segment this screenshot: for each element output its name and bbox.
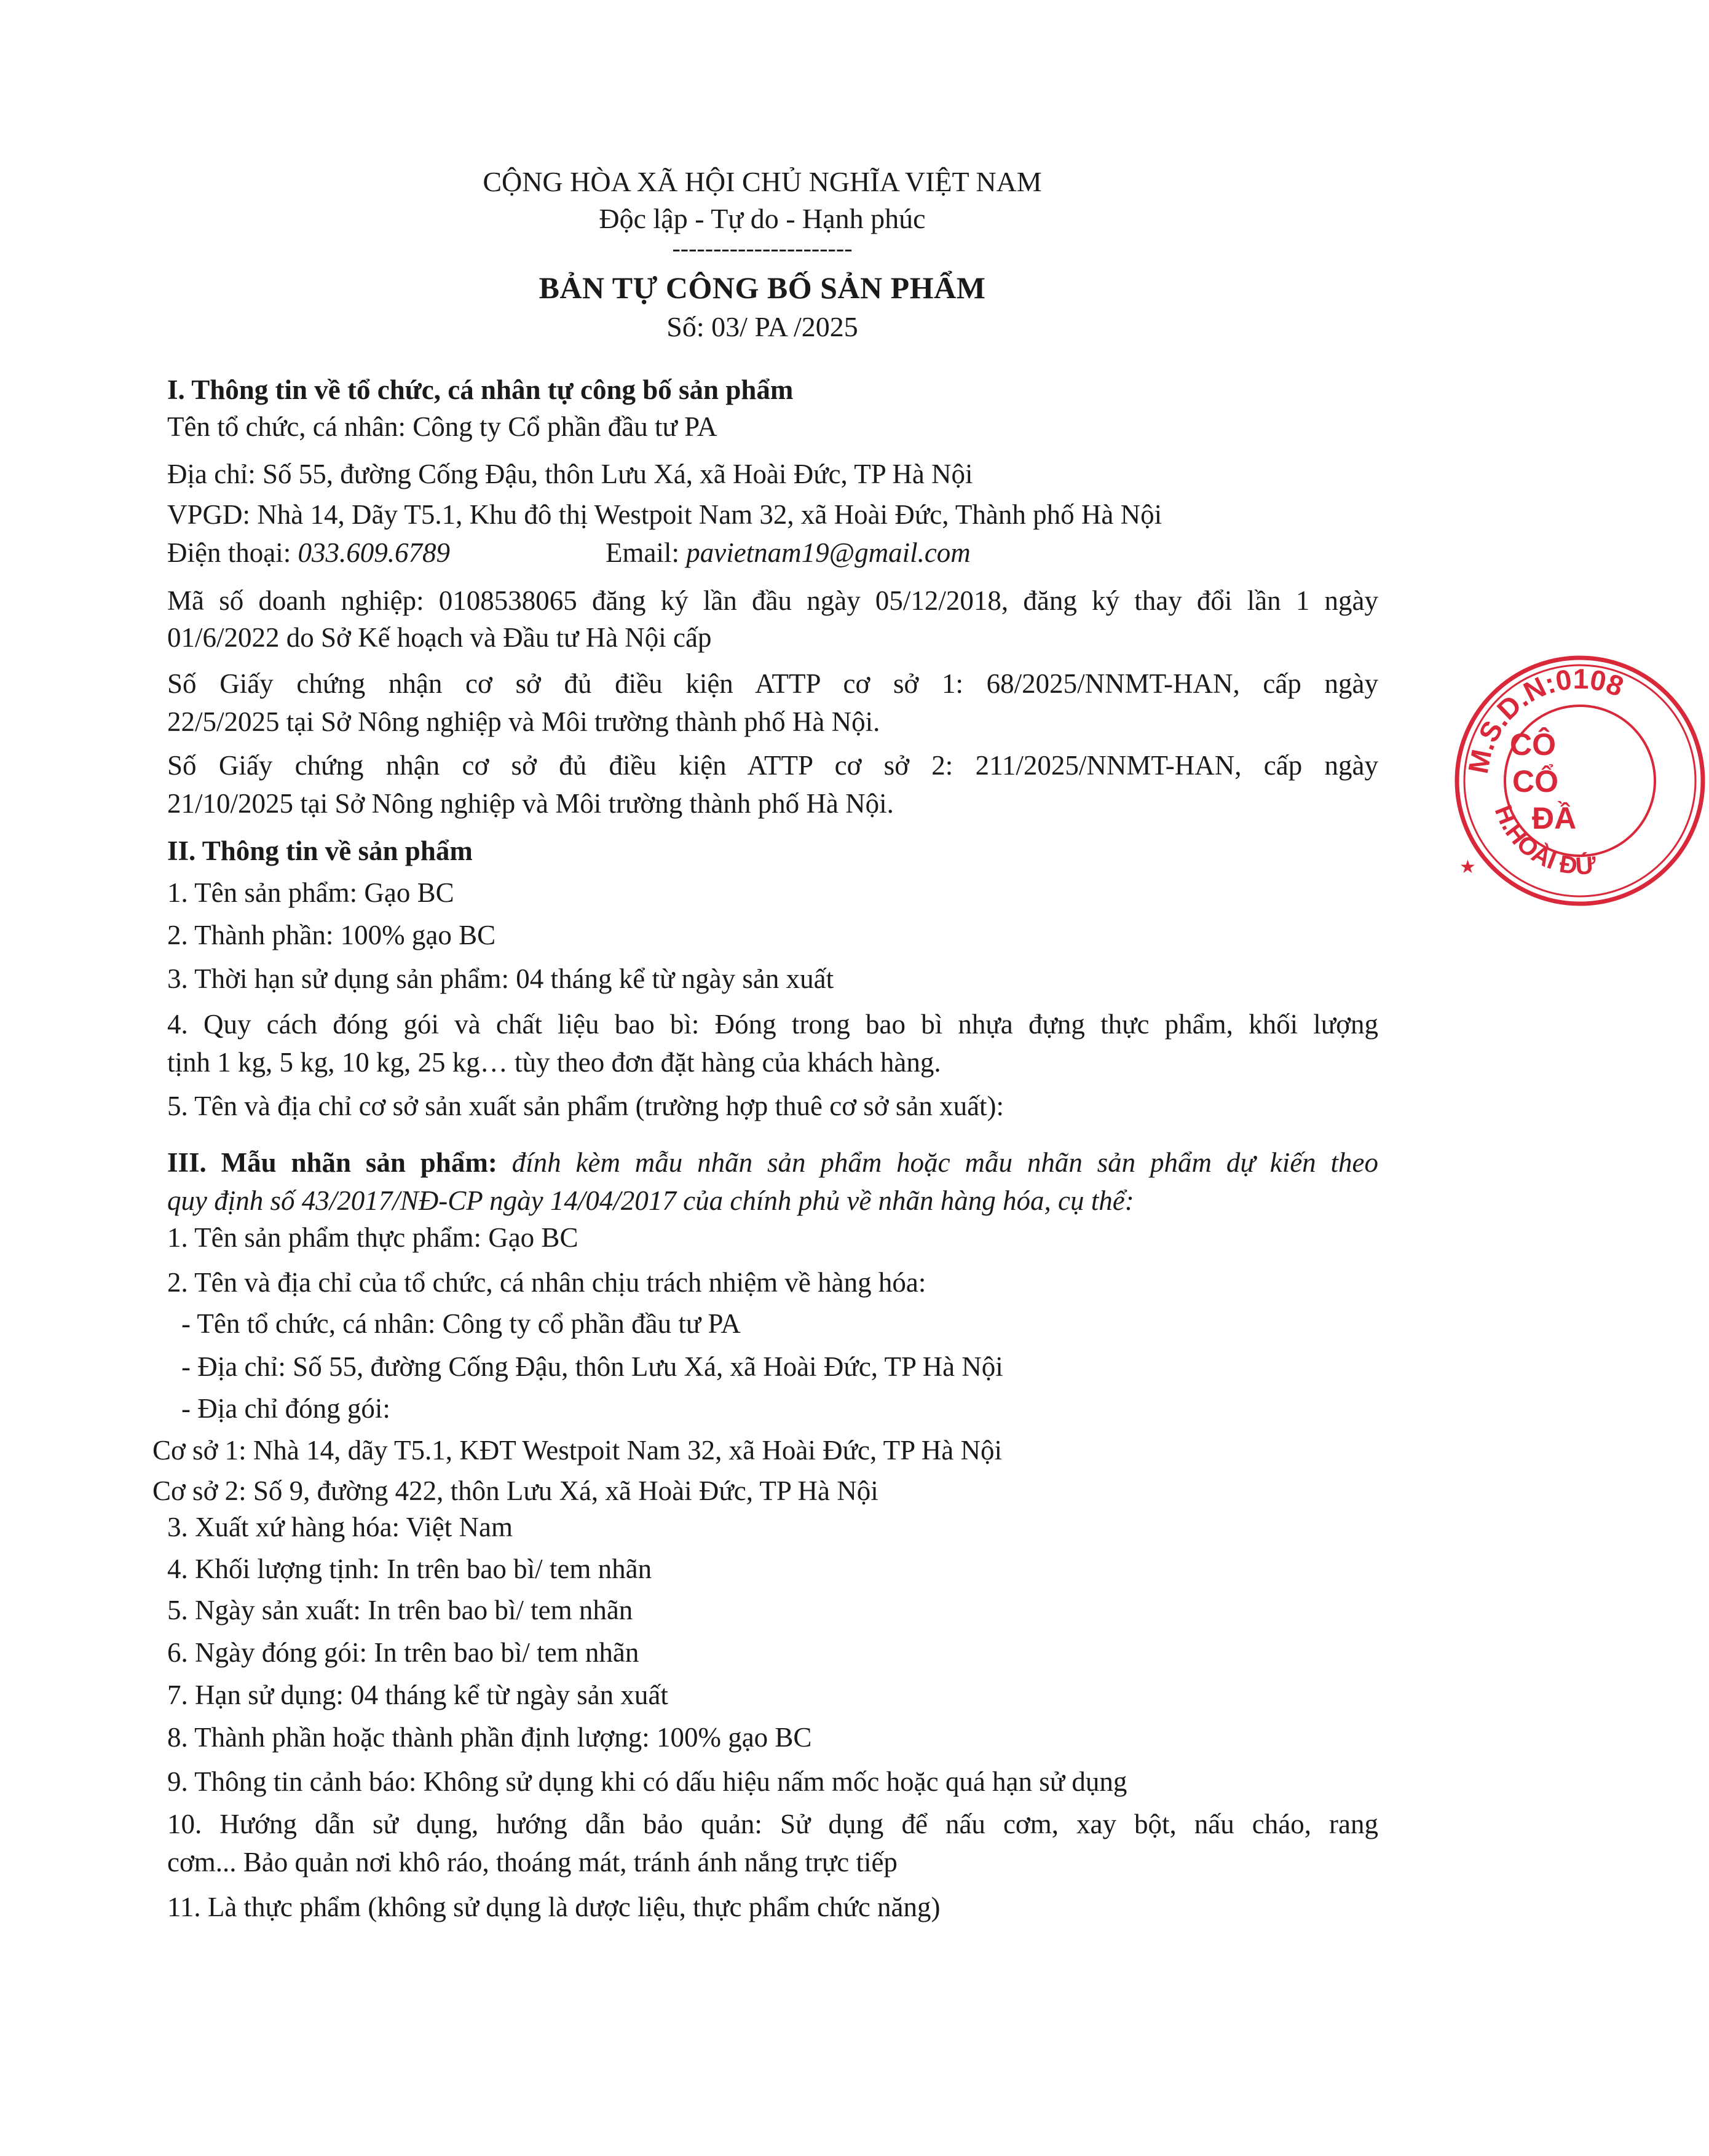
cert2-line-2: 21/10/2025 tại Sở Nông nghiệp và Môi trường thành phố Hà Nội. <box>167 788 894 819</box>
section3-heading: III. Mẫu nhãn sản phẩm: <box>167 1147 512 1178</box>
phone-label: Điện thoại: <box>167 537 298 568</box>
product-name: 1. Tên sản phẩm: Gạo BC <box>167 877 454 908</box>
label-warning: 9. Thông tin cảnh báo: Không sử dụng khi có dấu hiệu nấm mốc hoặc quá hạn sử dụng <box>167 1766 1127 1797</box>
label-production-date: 5. Ngày sản xuất: In trên bao bì/ tem nhãn <box>167 1595 633 1625</box>
company-seal-stamp <box>1451 652 1709 910</box>
email-label: Email: <box>606 537 687 568</box>
product-ingredients: 2. Thành phần: 100% gạo BC <box>167 920 496 950</box>
cert1-line-1: Số Giấy chứng nhận cơ sở đủ điều kiện ATTP cơ sở 1: 68/2025/NNMT-HAN, cấp ngày <box>167 668 1378 699</box>
tax-line-1: Mã số doanh nghiệp: 0108538065 đăng ký lần đầu ngày 05/12/2018, đăng ký thay đổi lần 1 ngày <box>167 585 1378 616</box>
manufacturer-info: 5. Tên và địa chỉ cơ sở sản xuất sản phẩm (trường hợp thuê cơ sở sản xuất): <box>167 1091 1004 1121</box>
motto: Độc lập - Tự do - Hạnh phúc <box>599 203 926 234</box>
packaging-line-1: 4. Quy cách đóng gói và chất liệu bao bì: Đóng trong bao bì nhựa đựng thực phẩm, khối lượng <box>167 1009 1378 1040</box>
phone-line <box>167 535 450 571</box>
seal-bottom-text: H.HOÀI ĐỨ <box>1489 801 1597 880</box>
label-product-name: 1. Tên sản phẩm thực phẩm: Gạo BC <box>167 1222 578 1253</box>
cert2-line-1: Số Giấy chứng nhận cơ sở đủ điều kiện ATTP cơ sở 2: 211/2025/NNMT-HAN, cấp ngày <box>167 750 1378 781</box>
phone-number: 033.609.6789 <box>298 537 450 568</box>
seal-inner-line-3: ĐẦ <box>1532 801 1577 835</box>
packing-site-2: Cơ sở 2: Số 9, đường 422, thôn Lưu Xá, xã Hoài Đức, TP Hà Nội <box>152 1475 878 1506</box>
label-org-address: - Địa chỉ: Số 55, đường Cống Đậu, thôn Lưu Xá, xã Hoài Đức, TP Hà Nội <box>181 1351 1003 1382</box>
label-responsible-party: 2. Tên và địa chỉ của tổ chức, cá nhân chịu trách nhiệm về hàng hóa: <box>167 1267 926 1298</box>
divider: ---------------------- <box>672 234 853 262</box>
packaging-line-2: tịnh 1 kg, 5 kg, 10 kg, 25 kg… tùy theo đơn đặt hàng của khách hàng. <box>167 1047 941 1078</box>
cert1-line-2: 22/5/2025 tại Sở Nông nghiệp và Môi trường thành phố Hà Nội. <box>167 706 880 737</box>
label-food-type: 11. Là thực phẩm (không sử dụng là dược liệu, thực phẩm chức năng) <box>167 1892 941 1922</box>
section2-heading: II. Thông tin về sản phẩm <box>167 835 473 866</box>
email-line <box>606 535 971 571</box>
label-packing-address: - Địa chỉ đóng gói: <box>181 1393 390 1424</box>
section3-intro-line-2: quy định số 43/2017/NĐ-CP ngày 14/04/2017 của chính phủ về nhãn hàng hóa, cụ thể: <box>167 1185 1134 1216</box>
seal-inner-line-1: CÔ <box>1510 727 1556 762</box>
label-expiry: 7. Hạn sử dụng: 04 tháng kể từ ngày sản xuất <box>167 1680 668 1710</box>
label-net-weight: 4. Khối lượng tịnh: In trên bao bì/ tem nhãn <box>167 1554 652 1584</box>
document-title: BẢN TỰ CÔNG BỐ SẢN PHẨM <box>539 270 986 305</box>
label-usage-line-1: 10. Hướng dẫn sử dụng, hướng dẫn bảo quản: Sử dụng để nấu cơm, xay bột, nấu cháo, rang <box>167 1809 1378 1839</box>
label-ingredients: 8. Thành phần hoặc thành phần định lượng: 100% gạo BC <box>167 1722 812 1753</box>
nation-heading: CỘNG HÒA XÃ HỘI CHỦ NGHĨA VIỆT NAM <box>483 166 1042 197</box>
tax-line-2: 01/6/2022 do Sở Kế hoạch và Đầu tư Hà Nội cấp <box>167 622 712 653</box>
label-origin: 3. Xuất xứ hàng hóa: Việt Nam <box>167 1512 513 1542</box>
email-address: pavietnam19@gmail.com <box>686 537 971 568</box>
label-usage-line-2: cơm... Bảo quản nơi khô ráo, thoáng mát, tránh ánh nắng trực tiếp <box>167 1847 898 1878</box>
office-address: VPGD: Nhà 14, Dãy T5.1, Khu đô thị Westpoit Nam 32, xã Hoài Đức, Thành phố Hà Nội <box>167 499 1162 530</box>
seal-inner-line-2: CỔ <box>1512 764 1558 799</box>
label-packing-date: 6. Ngày đóng gói: In trên bao bì/ tem nhãn <box>167 1637 639 1668</box>
product-shelf-life: 3. Thời hạn sử dụng sản phẩm: 04 tháng kể từ ngày sản xuất <box>167 963 834 994</box>
document-number: Số: 03/ PA /2025 <box>666 311 858 342</box>
packing-site-1: Cơ sở 1: Nhà 14, dãy T5.1, KĐT Westpoit Nam 32, xã Hoài Đức, TP Hà Nội <box>152 1435 1002 1466</box>
label-org-name: - Tên tổ chức, cá nhân: Công ty cổ phần đầu tư PA <box>181 1308 741 1339</box>
org-name: Tên tổ chức, cá nhân: Công ty Cổ phần đầu tư PA <box>167 411 717 442</box>
org-address: Địa chỉ: Số 55, đường Cống Đậu, thôn Lưu Xá, xã Hoài Đức, TP Hà Nội <box>167 459 973 489</box>
seal-star-icon: ★ <box>1459 856 1476 878</box>
section3-intro-line-1 <box>167 1145 1378 1180</box>
section3-intro-text: đính kèm mẫu nhãn sản phẩm hoặc mẫu nhãn sản phẩm dự kiến theo <box>511 1147 1379 1178</box>
section1-heading: I. Thông tin về tổ chức, cá nhân tự công bố sản phẩm <box>167 374 794 405</box>
seal-ring-text: M.S.D.N:0108 <box>1461 662 1628 776</box>
